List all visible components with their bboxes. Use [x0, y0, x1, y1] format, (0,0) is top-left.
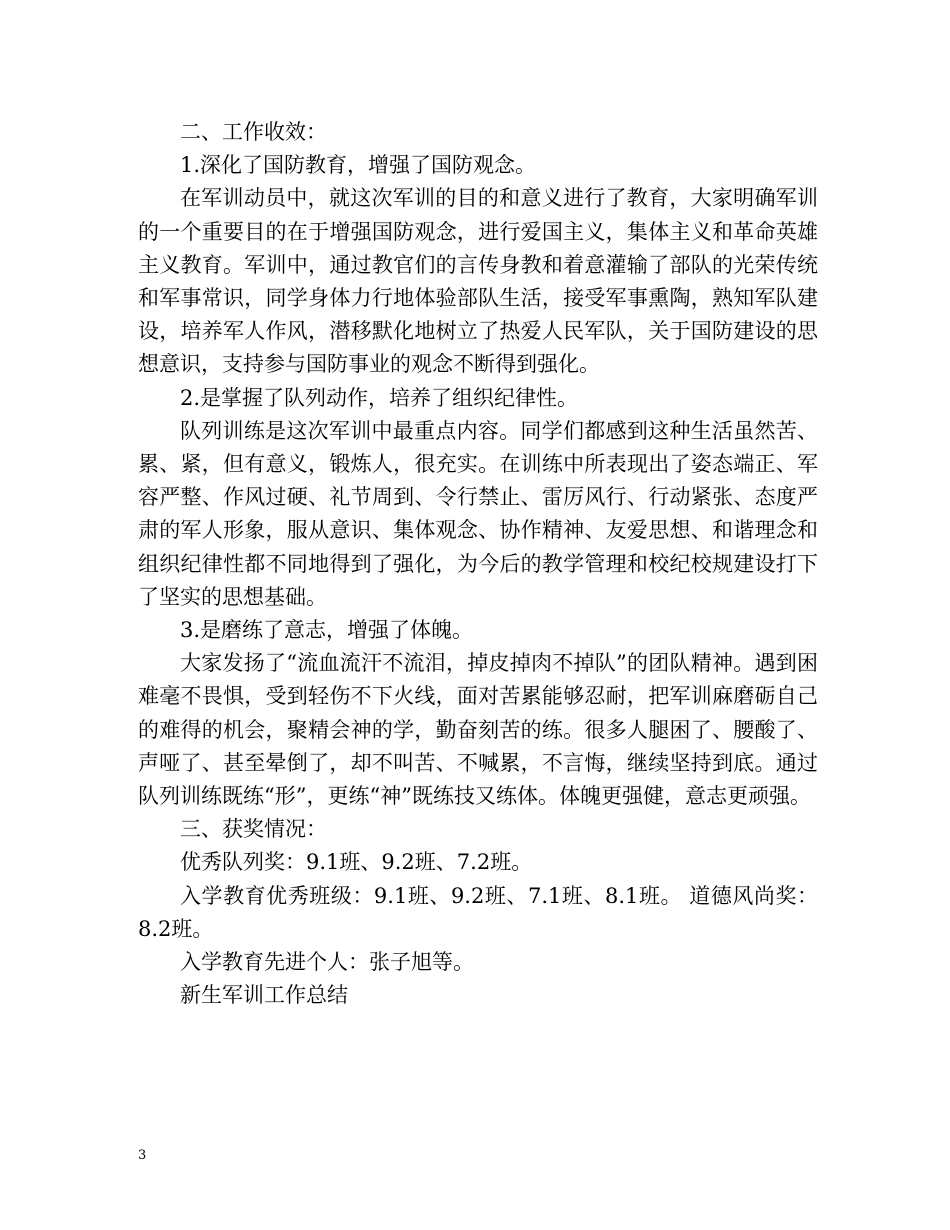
award-individuals: 入学教育先进个人：张子旭等。: [180, 950, 474, 975]
award-classes: 入学教育优秀班级：9.1班、9.2班、7.1班、8.1班。 道德风尚奖：8.2班。: [138, 883, 818, 941]
paragraph-drill-discipline: 队列训练是这次军训中最重点内容。同学们都感到这种生活虽然苦、累、紧，但有意义，锻炼人，很充实。在训练中所表现出了姿态端正、军容严整、作风过硬、礼节周到、令行禁止、雷厉风行、行动紧张、态度严肃的军人形象，服从意识、集体观念、协作精神、友爱思想、和谐理念和组织纪律性都不同地得到了强化，为今后的教学管理和校纪校规建设打下了坚实的思想基础。: [138, 418, 818, 609]
section-heading-results: 二、工作收效：: [180, 120, 327, 144]
award-drill: 优秀队列奖：9.1班、9.2班、7.2班。: [180, 850, 533, 875]
subheading-defense-education: 1.深化了国防教育，增强了国防观念。: [180, 153, 537, 178]
document-footer-title: 新生军训工作总结: [180, 983, 348, 1008]
section-heading-awards: 三、获奖情况：: [180, 817, 327, 842]
paragraph-defense-education: 在军训动员中，就这次军训的目的和意义进行了教育，大家明确军训的一个重要目的在于增强国防观念，进行爱国主义，集体主义和革命英雄主义教育。军训中，通过教官们的言传身教和着意灌输了部队的光荣传统和军事常识，同学身体力行地体验部队生活，接受军事熏陶，熟知军队建设，培养军人作风，潜移默化地树立了热爱人民军队，关于国防建设的思想意识，支持参与国防事业的观念不断得到强化。: [138, 186, 818, 377]
subheading-willpower: 3.是磨练了意志，增强了体魄。: [180, 618, 474, 643]
paragraph-willpower: 大家发扬了“流血流汗不流泪，掉皮掉肉不掉队”的团队精神。遇到困难毫不畏惧，受到轻伤不下火线，面对苦累能够忍耐，把军训麻磨砺自己的难得的机会，聚精会神的学，勤奋刻苦的练。很多人腿困了、腰酸了、声哑了、甚至晕倒了，却不叫苦、不喊累，不言悔，继续坚持到底。通过队列训练既练“形”，更练“神”既练技又练体。体魄更强健，意志更顽强。: [138, 651, 818, 809]
document-body: [138, 116, 818, 1012]
subheading-drill-discipline: 2.是掌握了队列动作，培养了组织纪律性。: [180, 385, 579, 410]
page-number: 3: [138, 1148, 147, 1163]
